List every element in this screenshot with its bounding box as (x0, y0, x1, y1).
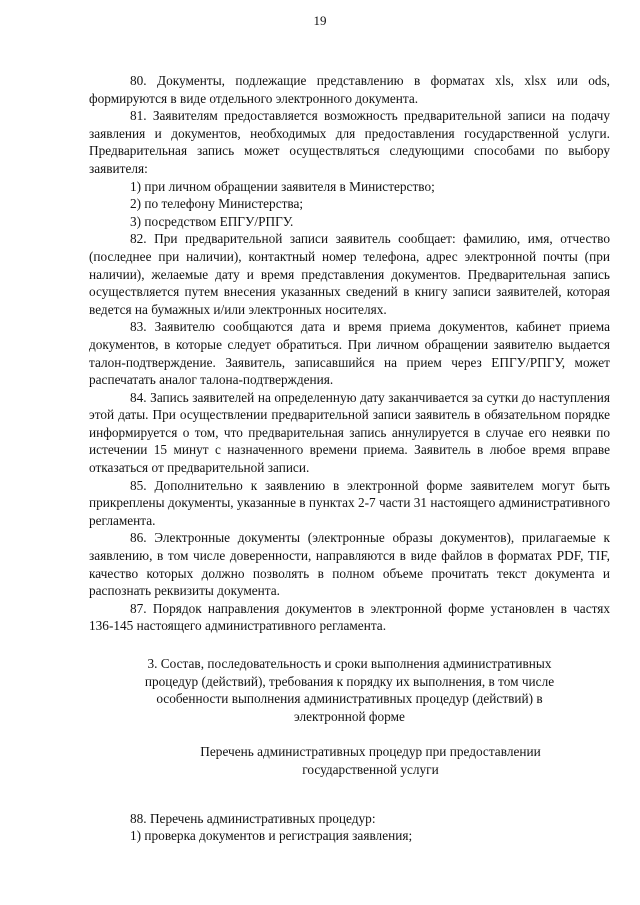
list-item: 3) посредством ЕПГУ/РПГУ. (130, 213, 294, 229)
subsection-heading-line: Перечень административных процедур при предоставлении (200, 744, 541, 760)
page-number: 19 (313, 13, 327, 28)
document-body (89, 72, 610, 845)
list-item: 2) по телефону Министерства; (130, 196, 304, 212)
section-heading-line: особенности выполнения административных процедур (действий) в (156, 691, 543, 707)
paragraph-84: 84. Запись заявителей на определенную дату заканчивается за сутки до наступления этой даты. При осуществлении предварительной записи заявитель в обязательном порядке информируется о том, что предварительная запись аннулируется в случае его неявки по истечении 15 минут с назначенного времени приема. Заявитель в любое время вправе отказаться от предварительной записи. (89, 389, 610, 476)
paragraph-87: 87. Порядок направления документов в электронной форме установлен в частях 136-145 настоящего административного регламента. (89, 600, 610, 634)
paragraph-85: 85. Дополнительно к заявлению в электронной форме заявителем могут быть прикреплены документы, указанные в пунктах 2-7 части 31 настоящего административного регламента. (89, 477, 610, 528)
section-heading-line: процедур (действий), требования к порядку их выполнения, в том числе (144, 673, 555, 689)
paragraph-86: 86. Электронные документы (электронные образы документов), прилагаемые к заявлению, в том числе доверенности, направляются в виде файлов в форматах PDF, TIF, качество которых должно позволять в полном объеме прочитать текст документа и распознать реквизиты документа. (89, 530, 610, 599)
list-item: 1) при личном обращении заявителя в Министерство; (130, 178, 435, 194)
section-heading-line: 3. Состав, последовательность и сроки выполнения административных (147, 656, 552, 671)
section-heading-line: электронной форме (294, 708, 405, 724)
paragraph-83: 83. Заявителю сообщаются дата и время приема документов, кабинет приема документов, в которые следует обратиться. При личном обращении заявителю выдается талон-подтверждение. Заявитель, записавшийся на прием через ЕПГУ/РПГУ, может распечатать аналог талона-подтверждения. (89, 319, 610, 388)
paragraph-88: 88. Перечень административных процедур: (130, 810, 376, 826)
paragraph-82: 82. При предварительной записи заявитель сообщает: фамилию, имя, отчество (последнее при наличии), контактный номер телефона, адрес электронной почты (при наличии), желаемые дату и время представления документов. Предварительная запись осуществляется путем внесения указанных сведений в книгу записи заявителей, которая ведется на бумажных и/или электронных носителях. (89, 231, 610, 317)
paragraph-81: 81. Заявителям предоставляется возможность предварительной записи на подачу заявления и документов, необходимых для предоставления государственной услуги. Предварительная запись может осуществляться следующими способами по выбору заявителя: (89, 108, 610, 176)
section-heading (89, 655, 610, 725)
subsection-heading-line: государственной услуги (302, 761, 439, 777)
paragraph-80: 80. Документы, подлежащие представлению в форматах xls, xlsx или ods, формируются в виде отдельного электронного документа. (89, 73, 610, 106)
list-item: 1) проверка документов и регистрация заявления; (130, 828, 413, 844)
subsection-heading (89, 743, 610, 778)
